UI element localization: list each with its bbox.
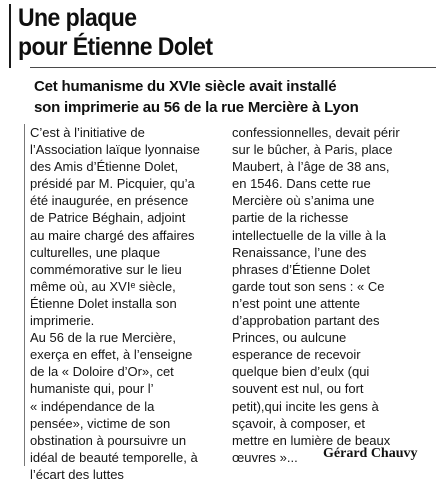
article-text-line: humaniste qui, pour l’ (30, 381, 154, 397)
article-text-line: même où, au XVIᵉ siècle, (30, 278, 176, 294)
article-text-line: culturelles, une plaque (30, 244, 161, 260)
article-text-line: garde tout son sens : « Ce (232, 278, 385, 294)
headline-left-rule (9, 4, 11, 68)
article-text-line: C’est à l’initiative de (30, 125, 145, 140)
headline (18, 4, 395, 62)
article-text-line: partie de la richesse (232, 210, 349, 226)
article-text-line: de la « Doloire d’Or», cet (30, 364, 174, 380)
article-text-line: phrases d’Étienne Dolet (232, 261, 371, 277)
article-text-line: l’écart des luttes (30, 466, 124, 482)
subheadline-line-1: Cet humanisme du XVIe siècle avait installé (34, 78, 337, 95)
article-text-line: Renaissance, l’une des (232, 244, 367, 260)
article-text-line: œuvres »... (232, 449, 298, 465)
author-signature: Gérard Chauvy (323, 446, 418, 461)
article-text-line: Mercière où s’anima une (232, 193, 375, 209)
article-text-line: mettre en lumière de beaux (232, 432, 391, 448)
article-text-line: de Patrice Béghain, adjoint (30, 210, 186, 226)
article-text-line: esperance de recevoir (232, 347, 361, 363)
article-text-line: en 1546. Dans cette rue (232, 176, 371, 192)
article-text-line: pensée», victime de son (30, 415, 171, 431)
subheadline-line-2: son imprimerie au 56 de la rue Mercière à Lyon (34, 99, 359, 116)
article-text-line: sur le bûcher, à Paris, place (232, 142, 393, 158)
article-column-1 (30, 124, 220, 483)
article-text-line: d’approbation partant des (232, 313, 380, 329)
article-text-line: souvent est nul, ou fort (232, 381, 364, 397)
article-text-line: imprimerie. (30, 313, 95, 329)
article-text-line: au maire chargé des affaires (30, 227, 195, 243)
article-text-line: des Amis d’Étienne Dolet, (30, 159, 179, 175)
article-text-line: sçavoir, à composer, et (232, 415, 365, 431)
article-text-line: Maubert, à l’âge de 38 ans, (232, 159, 390, 175)
article-text-line: confessionnelles, devait périr (232, 125, 400, 140)
headline-line-2: pour Étienne Dolet (18, 33, 213, 61)
article-text-line: Princes, ou aulcune (232, 330, 347, 346)
article-text-line: « indépendance de la (30, 398, 155, 414)
article-column-2 (232, 124, 436, 466)
article-text-line: n’est point une attente (232, 295, 360, 311)
article-text-line: quelque bien d’eulx (qui (232, 364, 370, 380)
article-text-line: intellectuelle de la ville à la (232, 227, 386, 243)
article-text-line: présidé par M. Picquier, qu’a (30, 176, 195, 192)
column-left-rule (24, 124, 25, 466)
headline-divider (30, 67, 436, 68)
article-text-line: été inaugurée, en présence (30, 193, 189, 209)
article-text-line: petit),qui incite les gens à (232, 398, 379, 414)
article-text-line: obstination à poursuivre un (30, 432, 187, 448)
article-text-line: Étienne Dolet installa son (30, 295, 177, 311)
headline-line-1: Une plaque (18, 4, 137, 32)
article-text-line: Au 56 de la rue Mercière, (30, 330, 176, 346)
article-text-line: l’Association laïque lyonnaise (30, 142, 200, 158)
article-text-line: idéal de beauté temporelle, à (30, 449, 198, 465)
article-text-line: commémorative sur le lieu (30, 261, 182, 277)
subheadline (34, 76, 436, 118)
article-text-line: exerça en effet, à l’enseigne (30, 347, 193, 363)
